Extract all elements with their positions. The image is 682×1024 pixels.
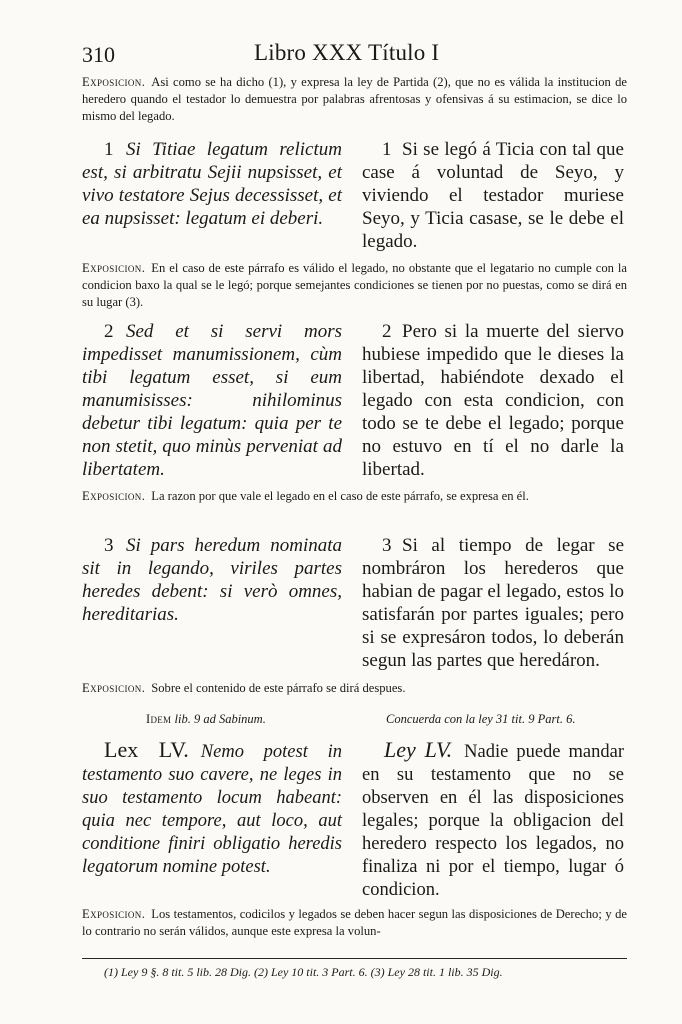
law-source-caption: [146, 712, 266, 727]
spanish-paragraph-1: [362, 138, 624, 253]
paragraph-number: 3: [382, 535, 392, 556]
exposition-label: Exposicion.: [82, 75, 146, 89]
caption-label: Idem: [146, 712, 172, 726]
spanish-paragraph-2: [362, 320, 624, 481]
paragraph-number: 2: [382, 321, 392, 342]
spanish-law: [362, 738, 624, 902]
page-title: Libro XXX Título I: [254, 40, 440, 65]
exposition-1: [82, 74, 627, 125]
exposition-text: Los testamentos, codicilos y legados se deben hacer segun las disposiciones de Derecho; y de lo contrario no serán válidos, aunque este expresa la volun-: [82, 907, 627, 938]
latin-paragraph-3: [82, 534, 342, 626]
latin-text: Sed et si servi mors impedisset manumissionem, cùm tibi legatum esset, si eum manumisisses: nihilominus debetur tibi legatum: quia per te non stetit, quo minùs perveniat ad libertatem.: [82, 321, 342, 480]
footnote-divider: [82, 958, 627, 959]
caption-text: lib. 9 ad Sabinum.: [174, 712, 266, 726]
spanish-text: Si al tiempo de legar se nombráron los herederos que habian de pagar el legado, estos lo satisfarán por partes iguales; pero si se expresáron todos, lo deberán segun las partes que heredáron.: [362, 535, 624, 671]
exposition-text: La razon por que vale el legado en el caso de este párrafo, se expresa en él.: [151, 489, 529, 503]
spanish-paragraph-3: [362, 534, 624, 672]
exposition-label: Exposicion.: [82, 489, 146, 503]
concordance-caption: Concuerda con la ley 31 tit. 9 Part. 6.: [386, 712, 576, 726]
paragraph-number: 1: [104, 139, 114, 160]
latin-text: Si pars heredum nominata sit in legando, viriles partes heredes debent: si verò omnes, hereditarias.: [82, 535, 342, 625]
paragraph-number: 1: [382, 139, 392, 160]
page-number: 310: [82, 42, 115, 67]
exposition-2: [82, 260, 627, 311]
spanish-text: Pero si la muerte del siervo hubiese impedido que le dieses la libertad, habiéndote dexado el legado con esta condicion, con todo se te debe el legado; porque no estuvo en tí el no darle la libertad.: [362, 321, 624, 480]
law-heading: Ley LV.: [384, 737, 453, 762]
exposition-4: [82, 680, 627, 697]
paragraph-number: 3: [104, 535, 114, 556]
exposition-label: Exposicion.: [82, 907, 146, 921]
exposition-5: [82, 906, 627, 940]
exposition-text: Sobre el contenido de este párrafo se dirá despues.: [151, 681, 406, 695]
latin-paragraph-1: [82, 138, 342, 230]
exposition-label: Exposicion.: [82, 261, 146, 275]
footnotes: (1) Ley 9 §. 8 tit. 5 lib. 28 Dig. (2) Ley 10 tit. 3 Part. 6. (3) Ley 28 tit. 1 lib. 35 Dig.: [104, 965, 503, 979]
paragraph-number: 2: [104, 321, 114, 342]
exposition-3: [82, 488, 627, 505]
spanish-law-text: Nadie puede mandar en su testamento que no se observen en él las disposiciones legales; porque la obligacion del heredero respecto los legados, no finaliza ni por el tiempo, lugar ó condicion.: [362, 742, 624, 900]
running-header: [82, 40, 627, 70]
latin-text: Si Titiae legatum relictum est, si arbitratu Sejii nupsisset, et vivo testatore Sejus decessisset, et ea nupsisset: legatum ei deberi.: [82, 139, 342, 229]
spanish-text: Si se legó á Ticia con tal que case á voluntad de Seyo, y viviendo el testador muriese Seyo, y Ticia casase, se le debe el legado.: [362, 139, 624, 252]
latin-law: [82, 738, 342, 879]
latin-law-text: Nemo potest in testamento suo cavere, ne leges in suo testamento locum habeant: quia nec tempore, aut loco, aut conditione finiri obligatio heredis legatorum nomine potest.: [82, 742, 342, 877]
exposition-text: Asi como se ha dicho (1), y expresa la ley de Partida (2), que no es válida la institucion de heredero quando el testador lo demuestra por palabras afrentosas y ofensivas á su estimacion, se dice lo mismo del legado.: [82, 75, 627, 123]
law-heading: Lex LV.: [104, 737, 189, 762]
exposition-label: Exposicion.: [82, 681, 146, 695]
latin-paragraph-2: [82, 320, 342, 481]
exposition-text: En el caso de este párrafo es válido el legado, no obstante que el legatario no cumple con la condicion baxo la qual se le legó; porque semejantes condiciones se tienen por no puestas, como se dirá en su lugar (3).: [82, 261, 627, 309]
